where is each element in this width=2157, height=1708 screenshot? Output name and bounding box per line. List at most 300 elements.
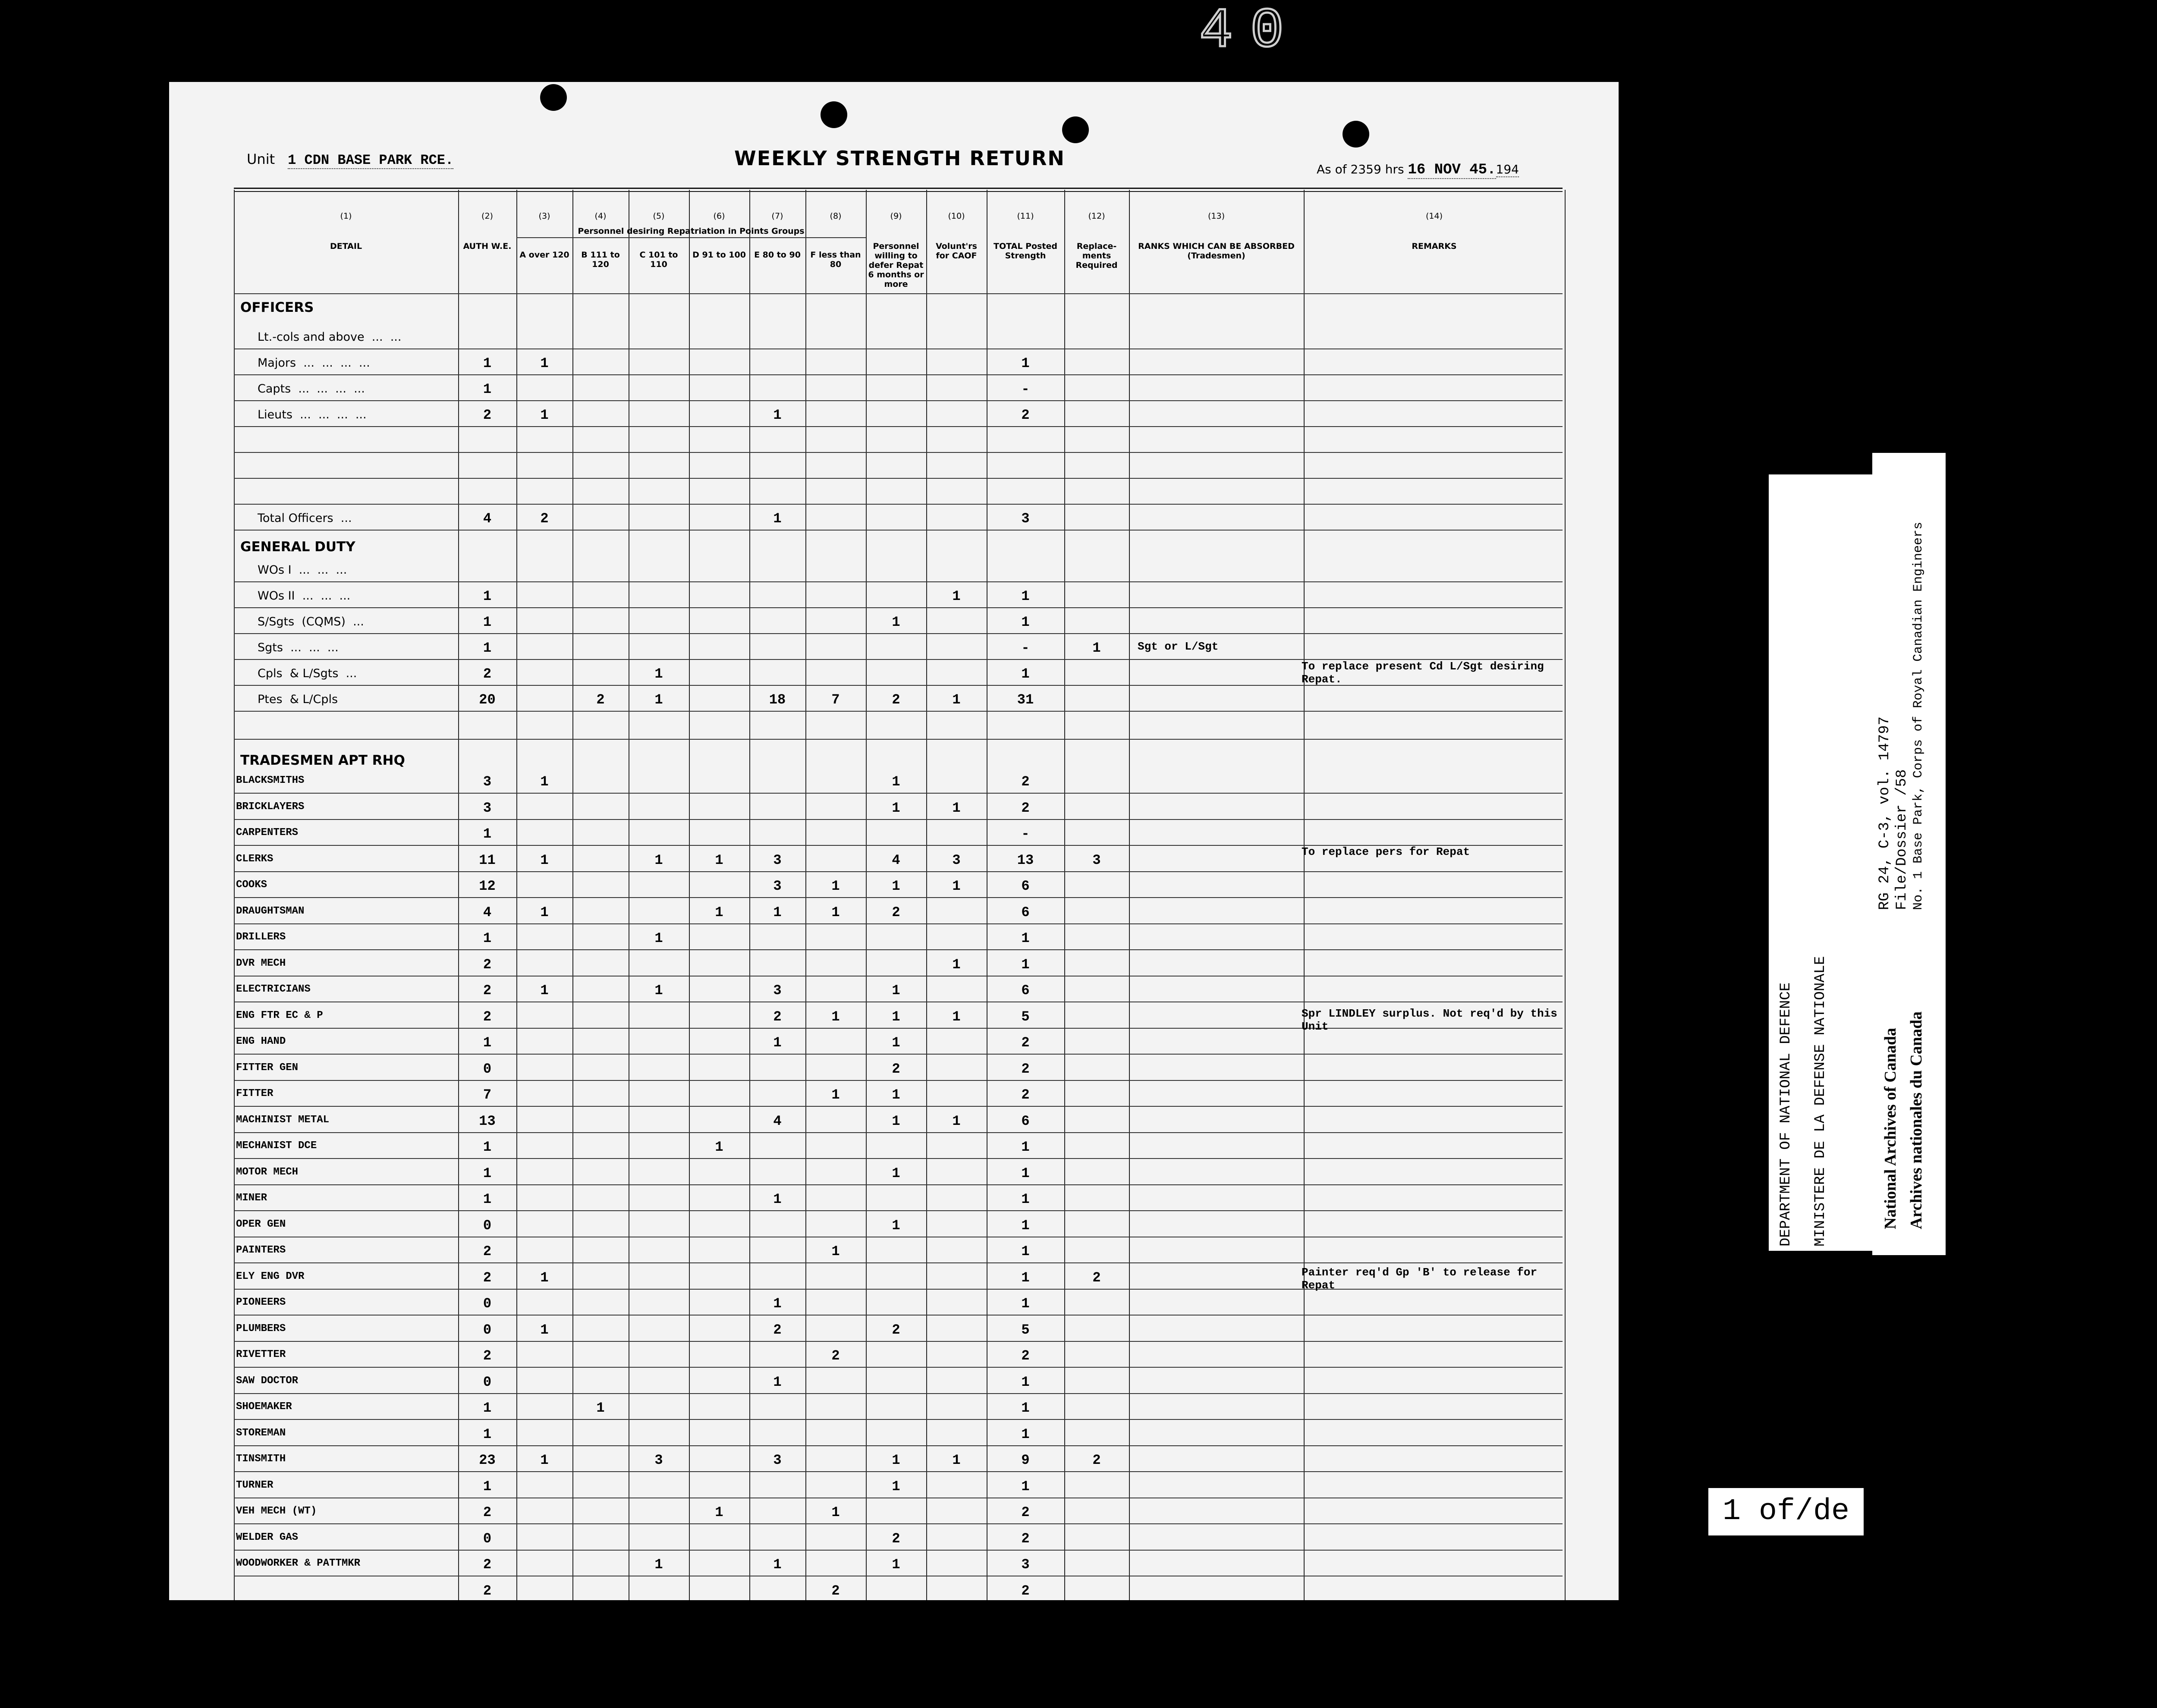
row-label: WELDER GAS xyxy=(236,1531,299,1543)
row-rule xyxy=(234,1523,1563,1524)
column-divider xyxy=(516,190,517,1600)
punch-hole xyxy=(821,101,847,128)
table-cell: 1 xyxy=(1021,1191,1030,1207)
table-cell: 1 xyxy=(483,1165,492,1181)
table-cell: 1 xyxy=(483,640,492,656)
table-cell: 7 xyxy=(483,1087,492,1103)
section-tradesmen: TRADESMEN APT RHQ xyxy=(240,753,405,768)
column-number: (8) xyxy=(830,211,842,221)
row-label: DRAUGHTSMAN xyxy=(236,905,305,917)
table-cell: 1 xyxy=(540,983,549,998)
row-label: WOs II ... ... ... xyxy=(258,589,351,603)
table-cell: 1 xyxy=(773,511,782,527)
row-label: ELECTRICIANS xyxy=(236,983,311,995)
column-number: (11) xyxy=(1017,211,1034,221)
table-cell: 3 xyxy=(483,800,492,816)
table-cell: 4 xyxy=(483,904,492,920)
table-cell: 1 xyxy=(952,692,961,708)
table-cell: 1 xyxy=(1021,1243,1030,1259)
row-rule xyxy=(234,607,1563,608)
row-label: Ptes & L/Cpls xyxy=(258,693,338,706)
column-number: (9) xyxy=(890,211,902,221)
table-cell: 2 xyxy=(483,1582,492,1599)
table-cell: 1 xyxy=(1021,930,1030,946)
row-label: MINER xyxy=(236,1192,267,1204)
table-cell: 1 xyxy=(892,1087,900,1103)
row-rule xyxy=(234,1445,1563,1446)
section-officers: OFFICERS xyxy=(240,300,314,315)
table-cell: 1 xyxy=(831,1008,840,1025)
archive-ref: RG 24, C-3, vol. 14797 xyxy=(1877,716,1893,910)
table-cell: 1 xyxy=(483,1478,492,1494)
table-cell: 1 xyxy=(654,1557,663,1573)
row-rule xyxy=(234,1393,1563,1394)
row-label: FITTER xyxy=(236,1088,274,1099)
row-label: ENG FTR EC & P xyxy=(236,1009,323,1021)
row-rule xyxy=(234,871,1563,872)
table-cell: 2 xyxy=(892,1322,900,1338)
row-rule xyxy=(234,1341,1563,1342)
column-number: (10) xyxy=(948,211,965,221)
row-label: Lt.-cols and above ... ... xyxy=(258,330,402,344)
column-number: (3) xyxy=(538,211,550,221)
table-cell: 1 xyxy=(715,1139,723,1155)
table-cell: 6 xyxy=(1021,878,1030,894)
table-cell: 1 xyxy=(1021,1426,1030,1442)
table-cell: 6 xyxy=(1021,904,1030,920)
table-cell: 1 xyxy=(483,1191,492,1207)
table-cell: 2 xyxy=(540,511,549,527)
table-cell: 1 xyxy=(540,355,549,371)
row-rule xyxy=(234,949,1563,950)
row-label: DVR MECH xyxy=(236,957,286,969)
table-cell: 1 xyxy=(715,852,723,868)
table-cell: 2 xyxy=(483,1269,492,1286)
row-label: MECHANIST DCE xyxy=(236,1140,317,1152)
table-cell: 1 xyxy=(952,878,961,894)
row-label: ENG HAND xyxy=(236,1036,286,1047)
table-cell: 2 xyxy=(1021,800,1030,816)
table-cell: 1 xyxy=(654,983,663,998)
table-cell: 1 xyxy=(1021,1269,1030,1286)
table-cell: 2 xyxy=(892,904,900,920)
row-rule xyxy=(234,1550,1563,1551)
table-cell: 2 xyxy=(1021,1530,1030,1547)
row-label: SHOEMAKER xyxy=(236,1401,292,1413)
column-divider xyxy=(1304,190,1305,1600)
row-rule xyxy=(234,897,1563,898)
row-rule xyxy=(234,426,1563,427)
table-cell: 1 xyxy=(773,1191,782,1207)
row-rule xyxy=(234,819,1563,820)
table-cell: 1 xyxy=(892,614,900,630)
row-rule xyxy=(234,793,1563,794)
column-divider xyxy=(1129,190,1130,1600)
row-label: PLUMBERS xyxy=(236,1322,286,1334)
table-cell: 1 xyxy=(483,614,492,630)
row-rule xyxy=(234,504,1563,505)
table-cell: 3 xyxy=(773,1452,782,1468)
archive-nac-en: National Archives of Canada xyxy=(1881,1028,1899,1229)
table-cell: 1 xyxy=(892,1452,900,1468)
column-header: RANKS WHICH CAN BE ABSORBED (Tradesmen) xyxy=(1138,242,1295,261)
table-cell: 1 xyxy=(1021,1478,1030,1494)
remark-sgts: To replace present Cd L/Sgt desiring Repat. xyxy=(1302,660,1544,686)
group-header: Personnel desiring Repatriation in Points Groups xyxy=(578,226,805,236)
row-rule xyxy=(234,452,1563,453)
row-rule xyxy=(234,711,1563,712)
table-cell: 9 xyxy=(1021,1452,1030,1468)
table-cell: 18 xyxy=(769,692,786,708)
table-cell: 1 xyxy=(540,1452,549,1468)
table-cell: 2 xyxy=(483,666,492,682)
row-label: Total Officers ... xyxy=(258,512,352,525)
column-header: C 101 to 110 xyxy=(639,250,678,269)
table-cell: 1 xyxy=(483,381,492,397)
table-cell: 1 xyxy=(540,407,549,423)
table-cell: 13 xyxy=(479,1113,496,1129)
row-label: SAW DOCTOR xyxy=(236,1375,299,1387)
strength-return-sheet xyxy=(169,82,1619,1600)
table-cell: 1 xyxy=(773,1296,782,1312)
table-cell: 2 xyxy=(483,1557,492,1573)
table-cell: 1 xyxy=(1021,666,1030,682)
table-cell: 7 xyxy=(831,692,840,708)
table-cell: 1 xyxy=(715,904,723,920)
table-cell: 1 xyxy=(892,878,900,894)
row-label: CLERKS xyxy=(236,853,274,865)
table-cell: 1 xyxy=(483,1139,492,1155)
table-cell: 1 xyxy=(952,800,961,816)
column-header: E 80 to 90 xyxy=(754,250,801,260)
table-cell: 1 xyxy=(1021,1139,1030,1155)
archive-unit: No. 1 Base Park, Corps of Royal Canadian Engineers xyxy=(1911,521,1926,910)
table-cell: 2 xyxy=(596,692,605,708)
table-cell: 1 xyxy=(892,774,900,790)
row-label: TURNER xyxy=(236,1479,274,1491)
table-cell: 2 xyxy=(892,692,900,708)
header-rule xyxy=(234,191,1563,192)
table-cell: 4 xyxy=(483,511,492,527)
row-label: COOKS xyxy=(236,879,267,891)
table-cell: 20 xyxy=(479,692,496,708)
table-cell: 1 xyxy=(773,1035,782,1051)
table-cell: - xyxy=(1021,640,1030,656)
row-label: STOREMAN xyxy=(236,1427,286,1439)
section-general-duty: GENERAL DUTY xyxy=(240,539,355,555)
row-label: Majors ... ... ... ... xyxy=(258,356,370,370)
table-cell: 2 xyxy=(831,1348,840,1364)
table-cell: 2 xyxy=(1021,774,1030,790)
column-number: (4) xyxy=(594,211,607,221)
table-cell: 11 xyxy=(479,852,496,868)
table-cell: - xyxy=(1021,826,1030,842)
table-cell: 1 xyxy=(1021,614,1030,630)
row-label: MOTOR MECH xyxy=(236,1166,299,1178)
column-header: B 111 to 120 xyxy=(581,250,620,269)
table-cell: 2 xyxy=(773,1008,782,1025)
row-rule xyxy=(234,1262,1563,1263)
table-cell: 1 xyxy=(540,1322,549,1338)
table-cell: 12 xyxy=(479,878,496,894)
table-cell: 1 xyxy=(892,1008,900,1025)
row-label: TINSMITH xyxy=(236,1453,286,1465)
column-number: (6) xyxy=(713,211,725,221)
row-label: MACHINIST METAL xyxy=(236,1114,330,1126)
table-cell: 1 xyxy=(952,956,961,973)
punch-hole xyxy=(1343,121,1369,148)
table-cell: 1 xyxy=(483,355,492,371)
table-cell: 1 xyxy=(1021,1217,1030,1234)
column-divider xyxy=(1064,190,1065,1600)
table-cell: 1 xyxy=(654,692,663,708)
table-cell: 1 xyxy=(892,1165,900,1181)
table-cell: 2 xyxy=(831,1582,840,1599)
archive-label-nac xyxy=(1872,453,1946,1255)
table-cell: 2 xyxy=(483,956,492,973)
table-cell: 23 xyxy=(479,1452,496,1468)
remark-eng-ftr: Spr LINDLEY surplus. Not req'd by this Unit xyxy=(1302,1007,1557,1033)
column-number: (14) xyxy=(1425,211,1443,221)
table-cell: 1 xyxy=(892,1557,900,1573)
column-number: (13) xyxy=(1207,211,1225,221)
table-cell: 2 xyxy=(483,983,492,998)
table-cell: 2 xyxy=(1021,1348,1030,1364)
table-cell: 3 xyxy=(773,878,782,894)
archive-nac-fr: Archives nationales du Canada xyxy=(1907,1011,1925,1229)
row-rule xyxy=(234,581,1563,582)
column-header: F less than 80 xyxy=(810,250,861,269)
row-rule xyxy=(234,1210,1563,1211)
page-title: WEEKLY STRENGTH RETURN xyxy=(734,147,1065,170)
row-label: DRILLERS xyxy=(236,931,286,943)
table-cell: 1 xyxy=(892,1217,900,1234)
column-header: REMARKS xyxy=(1412,242,1457,251)
row-rule xyxy=(234,739,1563,740)
table-cell: 1 xyxy=(1021,1374,1030,1390)
column-header: Personnel willing to defer Repat 6 months or more xyxy=(868,242,924,289)
archive-dept: DEPARTMENT OF NATIONAL DEFENCE xyxy=(1778,982,1794,1246)
row-label: PIONEERS xyxy=(236,1297,286,1308)
table-cell: 2 xyxy=(483,1348,492,1364)
table-cell: 1 xyxy=(952,1452,961,1468)
as-of-field: As of 2359 hrs 16 NOV 45.194 xyxy=(1317,162,1519,178)
table-cell: 1 xyxy=(831,1504,840,1520)
column-header: Volunt'rs for CAOF xyxy=(936,242,977,261)
remark-ely-eng-dvr: Painter req'd Gp 'B' to release for Repat xyxy=(1302,1266,1538,1292)
table-cell: 1 xyxy=(1021,588,1030,604)
table-cell: 0 xyxy=(483,1374,492,1390)
table-cell: 1 xyxy=(1021,1296,1030,1312)
archive-file: File/Dossier /58 xyxy=(1894,769,1910,910)
table-cell: 1 xyxy=(1021,355,1030,371)
table-cell: 3 xyxy=(1021,511,1030,527)
table-cell: 1 xyxy=(1092,640,1101,656)
table-cell: 1 xyxy=(773,407,782,423)
table-cell: - xyxy=(1021,381,1030,397)
table-cell: 1 xyxy=(483,1426,492,1442)
table-cell: 31 xyxy=(1017,692,1034,708)
table-cell: 1 xyxy=(483,826,492,842)
table-cell: 1 xyxy=(952,588,961,604)
table-cell: 1 xyxy=(540,904,549,920)
row-label: WOODWORKER & PATTMKR xyxy=(236,1557,361,1569)
table-cell: 0 xyxy=(483,1217,492,1234)
table-cell: Sgt or L/Sgt xyxy=(1138,640,1219,653)
table-cell: 6 xyxy=(1021,1113,1030,1129)
table-cell: 13 xyxy=(1017,852,1034,868)
table-cell: 1 xyxy=(715,1504,723,1520)
table-cell: 1 xyxy=(1021,956,1030,973)
column-header: A over 120 xyxy=(519,250,569,260)
remark-clerks: To replace pers for Repat xyxy=(1302,845,1470,858)
table-cell: 3 xyxy=(1092,852,1101,868)
table-cell: 2 xyxy=(892,1061,900,1077)
row-rule xyxy=(234,400,1563,401)
table-cell: 1 xyxy=(831,904,840,920)
column-number: (1) xyxy=(340,211,352,221)
table-cell: 0 xyxy=(483,1296,492,1312)
table-cell: 2 xyxy=(1021,1504,1030,1520)
archive-ministere: MINISTERE DE LA DEFENSE NATIONALE xyxy=(1812,956,1829,1246)
table-cell: 4 xyxy=(773,1113,782,1129)
row-label: Lieuts ... ... ... ... xyxy=(258,408,367,421)
column-number: (2) xyxy=(481,211,493,221)
punch-hole xyxy=(1062,116,1089,143)
table-cell: 5 xyxy=(1021,1322,1030,1338)
table-cell: 1 xyxy=(540,774,549,790)
row-rule xyxy=(234,478,1563,479)
table-cell: 1 xyxy=(773,1557,782,1573)
row-rule xyxy=(234,530,1563,531)
header-bottom-rule xyxy=(234,293,1563,294)
table-cell: 0 xyxy=(483,1530,492,1547)
table-cell: 1 xyxy=(540,852,549,868)
frame-badge: 1 of/de xyxy=(1708,1488,1864,1535)
row-rule xyxy=(234,1315,1563,1316)
row-rule xyxy=(234,633,1563,634)
table-cell: 3 xyxy=(654,1452,663,1468)
table-cell: 2 xyxy=(483,407,492,423)
table-cell: 2 xyxy=(1021,1061,1030,1077)
table-cell: 2 xyxy=(483,1504,492,1520)
table-cell: 1 xyxy=(1021,1400,1030,1416)
row-label: Capts ... ... ... ... xyxy=(258,382,365,396)
table-cell: 1 xyxy=(892,800,900,816)
row-label: PAINTERS xyxy=(236,1244,286,1256)
column-divider xyxy=(572,190,573,1600)
row-label: ELY ENG DVR xyxy=(236,1270,305,1282)
table-cell: 1 xyxy=(892,983,900,998)
column-number: (5) xyxy=(653,211,665,221)
table-cell: 2 xyxy=(773,1322,782,1338)
column-divider xyxy=(866,190,867,1600)
table-cell: 1 xyxy=(773,1374,782,1390)
table-cell: 1 xyxy=(483,1035,492,1051)
table-cell: 1 xyxy=(654,930,663,946)
row-label: S/Sgts (CQMS) ... xyxy=(258,615,364,628)
table-cell: 3 xyxy=(1021,1557,1030,1573)
table-cell: 2 xyxy=(483,1243,492,1259)
table-cell: 6 xyxy=(1021,983,1030,998)
column-divider xyxy=(234,190,235,1600)
column-divider xyxy=(689,190,690,1600)
table-cell: 4 xyxy=(892,852,900,868)
table-cell: 1 xyxy=(831,1087,840,1103)
column-number: (7) xyxy=(771,211,783,221)
unit-field: Unit 1 CDN BASE PARK RCE. xyxy=(247,151,454,168)
table-cell: 1 xyxy=(892,1478,900,1494)
row-rule xyxy=(234,374,1563,375)
row-rule xyxy=(234,923,1563,924)
column-divider xyxy=(926,190,927,1600)
row-label: OPER GEN xyxy=(236,1218,286,1230)
row-rule xyxy=(234,1080,1563,1081)
table-cell: 3 xyxy=(773,983,782,998)
table-cell: 2 xyxy=(1021,407,1030,423)
table-cell: 1 xyxy=(773,904,782,920)
punch-hole xyxy=(540,84,567,111)
table-cell: 5 xyxy=(1021,1008,1030,1025)
table-cell: 1 xyxy=(831,1243,840,1259)
table-cell: 1 xyxy=(831,878,840,894)
table-cell: 0 xyxy=(483,1322,492,1338)
table-cell: 0 xyxy=(483,1061,492,1077)
column-divider xyxy=(1565,190,1566,1600)
row-label: Sgts ... ... ... xyxy=(258,641,339,654)
row-rule xyxy=(234,1054,1563,1055)
table-cell: 1 xyxy=(540,1269,549,1286)
header-rule xyxy=(234,188,1563,189)
group-divider xyxy=(516,237,866,238)
table-cell: 1 xyxy=(596,1400,605,1416)
row-rule xyxy=(234,1367,1563,1368)
table-cell: 1 xyxy=(483,588,492,604)
row-rule xyxy=(234,1158,1563,1159)
column-header: TOTAL Posted Strength xyxy=(994,242,1057,261)
column-header: Replace-ments Required xyxy=(1075,242,1118,270)
row-label: WOs I ... ... ... xyxy=(258,563,347,577)
table-cell: 2 xyxy=(892,1530,900,1547)
row-label: FITTER GEN xyxy=(236,1061,299,1074)
frame-number: 40 xyxy=(1199,0,1302,63)
column-header: AUTH W.E. xyxy=(463,242,512,251)
row-rule xyxy=(234,1419,1563,1420)
row-label: Cpls & L/Sgts ... xyxy=(258,667,357,680)
table-cell: 2 xyxy=(1021,1087,1030,1103)
column-header: D 91 to 100 xyxy=(692,250,746,260)
table-cell: 2 xyxy=(1021,1035,1030,1051)
column-header: DETAIL xyxy=(330,242,362,251)
row-rule xyxy=(234,1184,1563,1185)
table-cell: 1 xyxy=(654,852,663,868)
table-cell: 3 xyxy=(773,852,782,868)
table-cell: 1 xyxy=(892,1113,900,1129)
table-cell: 1 xyxy=(952,1113,961,1129)
row-label: BLACKSMITHS xyxy=(236,775,305,786)
table-cell: 1 xyxy=(952,1008,961,1025)
table-cell: 1 xyxy=(483,930,492,946)
table-cell: 1 xyxy=(483,1400,492,1416)
table-cell: 1 xyxy=(1021,1165,1030,1181)
row-rule xyxy=(234,1132,1563,1133)
table-cell: 2 xyxy=(483,1008,492,1025)
row-label: CARPENTERS xyxy=(236,827,299,838)
row-rule xyxy=(234,1471,1563,1472)
archive-label xyxy=(1769,474,1877,1251)
table-cell: 2 xyxy=(1092,1452,1101,1468)
column-divider xyxy=(805,190,806,1600)
